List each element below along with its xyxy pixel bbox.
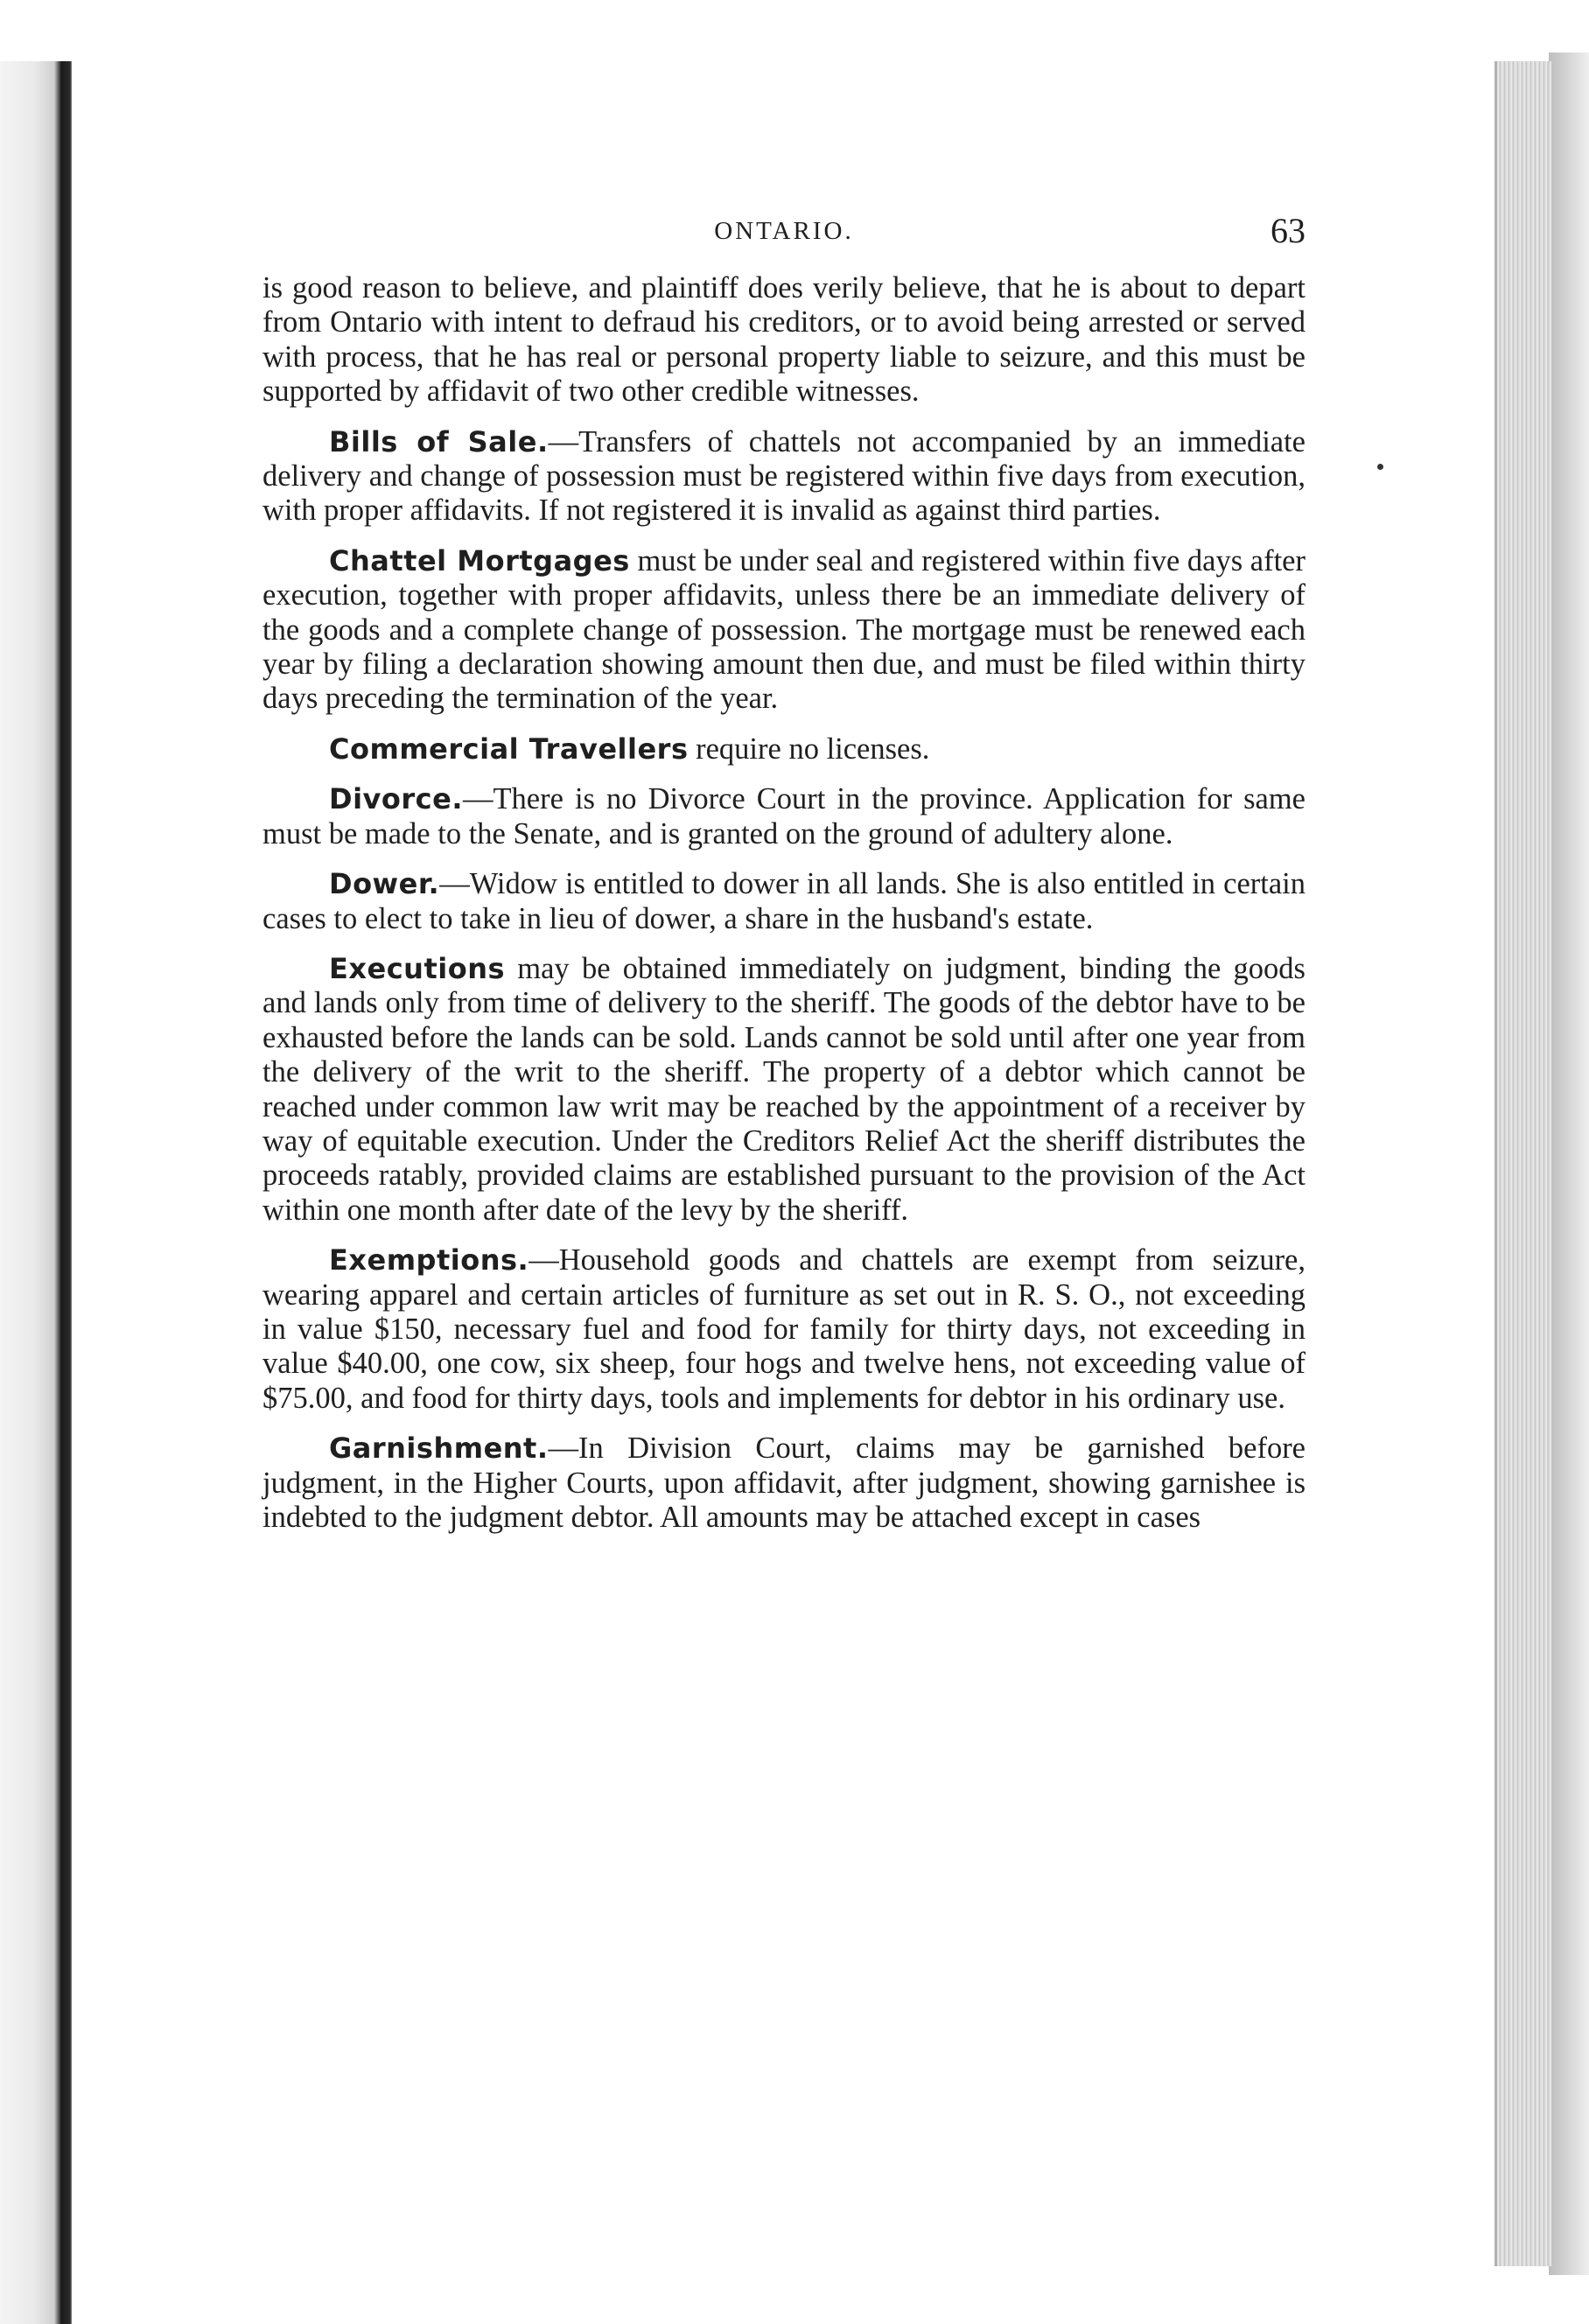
entry-heading: Garnishment. xyxy=(329,1432,549,1466)
fore-edge-pages xyxy=(1494,61,1551,2266)
body-text xyxy=(262,271,1306,1535)
paragraph-exemptions xyxy=(262,1243,1306,1416)
paragraph-text: —Widow is entitled to dower in all lands. She is also entitled in certain cases to elect to take in lieu of dower, a share in the husband's estate. xyxy=(262,867,1306,935)
page-number: 63 xyxy=(1270,211,1306,250)
paragraph-bills-of-sale xyxy=(262,425,1306,528)
paragraph-dower xyxy=(262,867,1306,936)
paragraph-text: —In Division Court, claims may be garnished before judgment, in the Higher Courts, upon affidavit, after judgment, showing garnishee is indebted to the judgment debtor. All amounts may be attached except in cases xyxy=(262,1432,1306,1534)
book-page xyxy=(262,201,1306,1550)
paragraph-divorce xyxy=(262,782,1306,851)
paragraph-continuation xyxy=(262,271,1306,410)
paragraph-executions xyxy=(262,952,1306,1228)
entry-heading: Commercial Travellers xyxy=(329,732,689,766)
entry-heading: Dower. xyxy=(329,867,440,901)
entry-heading: Bills of Sale. xyxy=(329,424,549,458)
paragraph-commercial-travellers xyxy=(262,732,1306,766)
paragraph-text: require no licenses. xyxy=(688,732,930,766)
entry-heading: Chattel Mortgages xyxy=(329,543,630,578)
paragraph-text: —Transfers of chattels not accompanied by an immediate delivery and change of possession must be registered within five days from execution, with proper affidavits. If not registered it is invalid as against third parties. xyxy=(262,424,1306,528)
scan-speck xyxy=(1377,464,1383,470)
binding-top-margin xyxy=(0,0,88,61)
facing-page-edge xyxy=(0,0,72,2324)
paragraph-text: must be under seal and registered within five days after execution, together with proper affidavits, unless there be an immediate delivery of the goods and a complete change of possession. The mortgage must be renewed each year by filing a declaration showing amount then due, and must be filed within thirty days preceding the termination of the year. xyxy=(262,543,1306,716)
page-header xyxy=(262,201,1306,250)
paragraph-text: is good reason to believe, and plaintiff does verily believe, that he is about to depart from Ontario with intent to defraud his creditors, or to avoid being arrested or served with process, that he has real or personal property liable to seizure, and this must be supported by affidavit of two other credible witnesses. xyxy=(262,271,1306,409)
entry-heading: Executions xyxy=(329,951,506,985)
entry-heading: Divorce. xyxy=(329,782,463,816)
paragraph-text: —There is no Divorce Court in the province. Application for same must be made to the Senate, and is granted on the ground of adultery alone. xyxy=(262,782,1306,850)
paragraph-text: may be obtained immediately on judgment, binding the goods and lands only from time of delivery to the sheriff. The goods of the debtor have to be exhausted before the lands can be sold. Lands cannot be sold until after one year from the delivery of the writ to the sheriff. The property of a debtor which cannot be reached under common law writ may be reached by the appointment of a receiver by way of equitable execution. Under the Creditors Relief Act the sheriff distributes the proceeds ratably, provided claims are established pursuant to the provision of the Act within one month after date of the levy by the sheriff. xyxy=(262,951,1306,1227)
paragraph-chattel-mortgages xyxy=(262,544,1306,717)
fore-edge-shadow xyxy=(1549,52,1589,2275)
running-head: ONTARIO. xyxy=(714,217,854,245)
entry-heading: Exemptions. xyxy=(329,1243,529,1278)
paragraph-garnishment xyxy=(262,1432,1306,1535)
paragraph-text: —Household goods and chattels are exempt from seizure, wearing apparel and certain articles of furniture as set out in R. S. O., not exceeding in value $150, necessary fuel and food for family for thirty days, not exceeding in value $40.00, one cow, six sheep, four hogs and twelve hens, not exceeding value of $75.00, and food for thirty days, tools and implements for debtor in his ordinary use. xyxy=(262,1243,1306,1415)
